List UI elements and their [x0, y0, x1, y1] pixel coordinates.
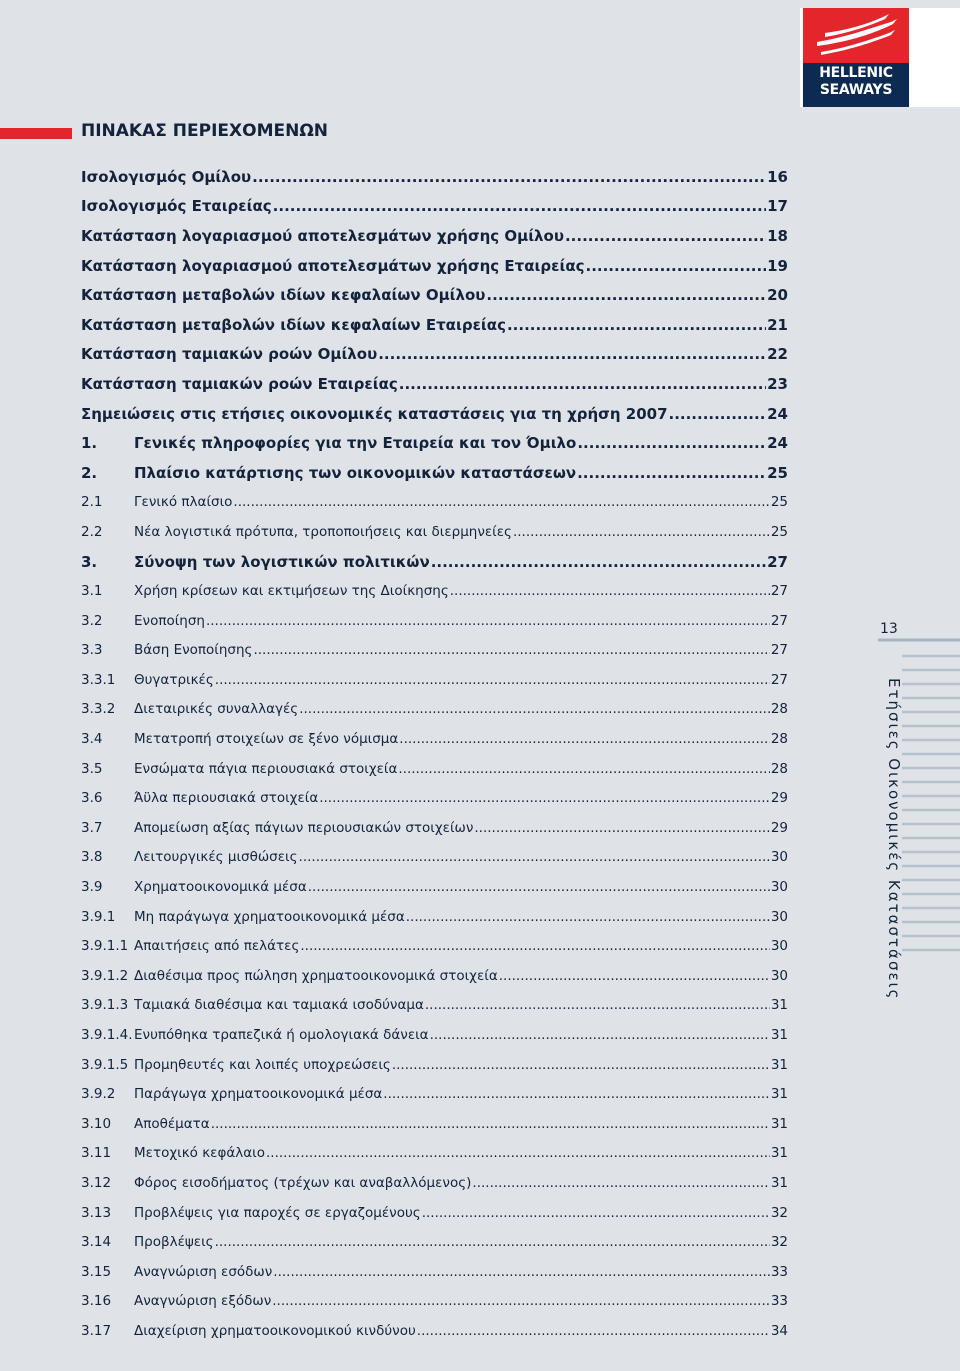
toc-entry-label: Ισολογισμός Εταιρείας	[81, 197, 272, 216]
toc-entry[interactable]	[81, 547, 788, 577]
toc-entry-label: Μετοχικό κεφάλαιο	[134, 1145, 265, 1162]
toc-entry-leader-dots	[299, 849, 770, 865]
toc-entry-page: 31	[770, 1027, 788, 1044]
toc-entry-page: 30	[770, 938, 788, 955]
toc-entry-page: 28	[770, 701, 788, 718]
toc-entry-page: 33	[770, 1293, 788, 1310]
toc-entry-page: 24	[767, 434, 788, 453]
toc-entry-leader-dots	[273, 197, 766, 215]
toc-entry-label: Πλαίσιο κατάρτισης των οικονομικών καταστάσεων	[134, 463, 577, 482]
toc-entry[interactable]	[81, 636, 788, 666]
toc-entry[interactable]	[81, 162, 788, 192]
toc-entry-leader-dots	[319, 790, 770, 806]
toc-entry[interactable]	[81, 1050, 788, 1080]
toc-entry-number: 3.7	[81, 819, 103, 836]
toc-entry-leader-dots	[398, 761, 769, 777]
toc-entry-label: Κατάσταση ταμιακών ροών Εταιρείας	[81, 374, 398, 393]
logo-box	[803, 8, 909, 107]
toc-entry-page: 31	[770, 997, 788, 1014]
toc-entry[interactable]	[81, 1257, 788, 1287]
toc-entry[interactable]	[81, 783, 788, 813]
toc-entry-number: 3.9.1	[81, 908, 116, 925]
toc-entry-number: 3.15	[81, 1263, 112, 1280]
toc-entry-page: 28	[770, 760, 788, 777]
toc-entry-number: 3.2	[81, 612, 103, 629]
toc-entry-label: Ισολογισμός Ομίλου	[81, 167, 252, 186]
toc-entry-page: 25	[767, 463, 788, 482]
toc-entry-number: 3.14	[81, 1234, 112, 1251]
toc-entry[interactable]	[81, 192, 788, 222]
toc-entry-label: Μετατροπή στοιχείων σε ξένο νόμισμα	[134, 731, 399, 748]
toc-entry-number: 3.17	[81, 1322, 112, 1339]
toc-entry[interactable]	[81, 280, 788, 310]
toc-entry-leader-dots	[233, 494, 769, 510]
toc-entry[interactable]	[81, 843, 788, 873]
toc-entry-number: 3.16	[81, 1293, 112, 1310]
toc-entry-page: 33	[770, 1263, 788, 1280]
toc-entry-page: 23	[767, 374, 788, 393]
toc-entry-leader-dots	[406, 909, 770, 925]
toc-entry[interactable]	[81, 1020, 788, 1050]
toc-entry-label: Απομείωση αξίας πάγιων περιουσιακών στοιχείων	[134, 819, 474, 836]
toc-entry[interactable]	[81, 991, 788, 1021]
toc-entry-page: 27	[770, 671, 788, 688]
toc-entry-leader-dots	[211, 1116, 770, 1132]
toc-entry-label: Απαιτήσεις από πελάτες	[134, 938, 300, 955]
toc-entry-number: 2.2	[81, 523, 103, 540]
toc-entry[interactable]	[81, 1316, 788, 1346]
toc-entry-page: 29	[770, 819, 788, 836]
toc-entry-leader-dots	[266, 1145, 770, 1161]
toc-entry-leader-dots	[253, 642, 769, 658]
logo-line-1: HELLENIC	[819, 65, 893, 81]
toc-entry-leader-dots	[215, 672, 770, 688]
toc-entry-page: 30	[770, 849, 788, 866]
toc-entry-leader-dots	[586, 257, 767, 275]
toc-entry-leader-dots	[474, 820, 769, 836]
toc-entry[interactable]	[81, 724, 788, 754]
toc-entry-page: 27	[767, 552, 788, 571]
toc-entry-label: Σημειώσεις στις ετήσιες οικονομικές καταστάσεις για τη χρήση 2007	[81, 404, 668, 423]
hellenic-seaways-logo	[800, 8, 960, 107]
toc-entry[interactable]	[81, 1109, 788, 1139]
toc-entry[interactable]	[81, 576, 788, 606]
toc-entry[interactable]	[81, 310, 788, 340]
toc-entry-page: 24	[767, 404, 788, 423]
toc-entry-number: 3.9.1.1	[81, 938, 129, 955]
toc-entry-number: 3.11	[81, 1145, 112, 1162]
toc-entry[interactable]	[81, 695, 788, 725]
toc-entry-number: 3.9.1.4.	[81, 1027, 133, 1044]
toc-entry-leader-dots	[383, 1086, 770, 1102]
toc-entry-number: 3.4	[81, 731, 103, 748]
toc-entry-label: Γενικό πλαίσιο	[134, 494, 233, 511]
toc-entry-number: 2.	[81, 463, 98, 482]
toc-entry-leader-dots	[507, 316, 766, 334]
toc-entry-label: Προβλέψεις	[134, 1234, 214, 1251]
toc-entry-label: Μη παράγωγα χρηματοοικονομικά μέσα	[134, 908, 405, 925]
toc-entry-label: Λειτουργικές μισθώσεις	[134, 849, 298, 866]
toc-entry-leader-dots	[308, 879, 770, 895]
toc-entry-page: 31	[770, 1174, 788, 1191]
toc-entry-label: Αναγνώριση εσόδων	[134, 1263, 273, 1280]
toc-entry-leader-dots	[299, 701, 770, 717]
toc-entry-leader-dots	[378, 345, 766, 363]
toc-entry-label: Χρήση κρίσεων και εκτιμήσεων της Διοίκησης	[134, 583, 449, 600]
logo-line-2: SEAWAYS	[819, 82, 893, 98]
page-number: 13	[880, 621, 898, 637]
toc-entry-leader-dots	[300, 938, 769, 954]
toc-entry-label: Παράγωγα χρηματοοικονομικά μέσα	[134, 1086, 383, 1103]
toc-entry[interactable]	[81, 458, 788, 488]
toc-entry-leader-dots	[486, 286, 766, 304]
toc-entry-label: Προμηθευτές και λοιπές υποχρεώσεις	[134, 1056, 391, 1073]
toc-entry-page: 27	[770, 642, 788, 659]
toc-entry-label: Αναγνώριση εξόδων	[134, 1293, 272, 1310]
toc-entry-label: Ενσώματα πάγια περιουσιακά στοιχεία	[134, 760, 398, 777]
toc-entry-label: Σύνοψη των λογιστικών πολιτικών	[134, 552, 430, 571]
toc-entry-label: Διαχείριση χρηματοοικονομικού κινδύνου	[134, 1322, 416, 1339]
toc-entry-label: Κατάσταση λογαριασμού αποτελεσμάτων χρήσης Εταιρείας	[81, 256, 585, 275]
toc-entry-label: Γενικές πληροφορίες για την Εταιρεία και τον Όμιλο	[134, 434, 577, 453]
toc-entry-page: 27	[770, 612, 788, 629]
toc-entry-number: 3.13	[81, 1204, 112, 1221]
toc-entry[interactable]	[81, 517, 788, 547]
toc-entry-page: 31	[770, 1056, 788, 1073]
toc-entry[interactable]	[81, 665, 788, 695]
toc-entry[interactable]	[81, 872, 788, 902]
toc-entry-label: Άϋλα περιουσιακά στοιχεία	[134, 790, 319, 807]
toc-entry-label: Βάση Ενοποίησης	[134, 642, 253, 659]
toc-entry-label: Προβλέψεις για παροχές σε εργαζομένους	[134, 1204, 421, 1221]
toc-entry[interactable]	[81, 1227, 788, 1257]
toc-entry[interactable]	[81, 1198, 788, 1228]
toc-entry-leader-dots	[215, 1234, 770, 1250]
toc-entry-number: 3.8	[81, 849, 103, 866]
toc-entry[interactable]	[81, 488, 788, 518]
toc-entry-page: 29	[770, 790, 788, 807]
toc-entry-leader-dots	[399, 375, 766, 393]
toc-entry[interactable]	[81, 369, 788, 399]
toc-entry-leader-dots	[430, 1027, 770, 1043]
toc-entry-leader-dots	[450, 583, 770, 599]
toc-entry-leader-dots	[577, 434, 766, 452]
toc-entry[interactable]	[81, 1168, 788, 1198]
toc-entry-leader-dots	[577, 464, 766, 482]
toc-entry[interactable]	[81, 340, 788, 370]
toc-entry[interactable]	[81, 754, 788, 784]
toc-entry-leader-dots	[431, 553, 766, 571]
toc-entry-page: 32	[770, 1234, 788, 1251]
toc-entry[interactable]	[81, 606, 788, 636]
toc-entry-label: Χρηματοοικονομικά μέσα	[134, 879, 307, 896]
toc-entry-leader-dots	[425, 997, 770, 1013]
toc-entry-leader-dots	[273, 1264, 770, 1280]
toc-entry-number: 3.	[81, 552, 98, 571]
toc-entry-label: Ταμιακά διαθέσιμα και ταμιακά ισοδύναμα	[134, 997, 424, 1014]
toc-entry-page: 30	[770, 908, 788, 925]
toc-entry[interactable]	[81, 221, 788, 251]
side-caption: Ετήσιες Οικονομικές Καταστάσεις	[885, 678, 903, 1001]
toc-entry[interactable]	[81, 813, 788, 843]
toc-entry-leader-dots	[565, 227, 766, 245]
toc-entry[interactable]	[81, 1287, 788, 1317]
toc-entry[interactable]	[81, 1079, 788, 1109]
toc-entry-leader-dots	[472, 1175, 769, 1191]
toc-entry-number: 3.1	[81, 583, 103, 600]
toc-entry-number: 3.9.1.5	[81, 1056, 129, 1073]
toc-entry-number: 1.	[81, 434, 98, 453]
toc-entry-number: 3.3.2	[81, 701, 116, 718]
toc-entry-page: 28	[770, 731, 788, 748]
toc-entry-number: 3.9.1.3	[81, 997, 129, 1014]
toc-entry-page: 32	[770, 1204, 788, 1221]
toc-entry-page: 25	[770, 523, 788, 540]
toc-entry-number: 3.9	[81, 879, 103, 896]
toc-entry-leader-dots	[422, 1205, 770, 1221]
toc-entry-label: Κατάσταση ταμιακών ροών Ομίλου	[81, 345, 378, 364]
toc-entry-label: Κατάσταση λογαριασμού αποτελεσμάτων χρήσης Ομίλου	[81, 226, 564, 245]
toc-entry[interactable]	[81, 399, 788, 429]
toc-entry-page: 21	[767, 315, 788, 334]
toc-entry-number: 3.6	[81, 790, 103, 807]
toc-entry-number: 2.1	[81, 494, 103, 511]
toc-entry-page: 25	[770, 494, 788, 511]
toc-entry-leader-dots	[392, 1057, 770, 1073]
toc-entry-page: 19	[767, 256, 788, 275]
toc-entry-label: Θυγατρικές	[134, 671, 214, 688]
toc-entry-page: 31	[770, 1086, 788, 1103]
toc-entry-label: Ενοποίηση	[134, 612, 205, 629]
logo-red-field	[803, 8, 909, 63]
toc-entry-page: 31	[770, 1145, 788, 1162]
toc-entry[interactable]	[81, 961, 788, 991]
toc-entry[interactable]	[81, 902, 788, 932]
toc-entry-label: Διεταιρικές συναλλαγές	[134, 701, 299, 718]
toc-entry-number: 3.9.2	[81, 1086, 116, 1103]
toc-entry-number: 3.3.1	[81, 671, 116, 688]
toc-entry[interactable]	[81, 1139, 788, 1169]
toc-entry-number: 3.10	[81, 1115, 112, 1132]
toc-entry-leader-dots	[252, 168, 766, 186]
toc-entry-number: 3.12	[81, 1174, 112, 1191]
toc-entry-page: 17	[767, 197, 788, 216]
toc-entry[interactable]	[81, 931, 788, 961]
toc-entry-page: 31	[770, 1115, 788, 1132]
toc-entry-page: 30	[770, 967, 788, 984]
toc-entry-leader-dots	[206, 613, 770, 629]
table-of-contents	[81, 162, 788, 1346]
toc-entry-label: Ενυπόθηκα τραπεζικά ή ομολογιακά δάνεια	[134, 1027, 429, 1044]
toc-entry-number: 3.3	[81, 642, 103, 659]
toc-entry-page: 27	[770, 583, 788, 600]
toc-entry[interactable]	[81, 251, 788, 281]
toc-entry-leader-dots	[417, 1323, 770, 1339]
toc-entry-page: 22	[767, 345, 788, 364]
toc-entry-page: 16	[767, 167, 788, 186]
toc-entry-number: 3.9.1.2	[81, 967, 129, 984]
toc-entry-label: Διαθέσιμα προς πώληση χρηματοοικονομικά στοιχεία	[134, 967, 498, 984]
toc-entry-leader-dots	[669, 405, 767, 423]
toc-entry-label: Νέα λογιστικά πρότυπα, τροποποιήσεις και διερμηνείες	[134, 523, 512, 540]
toc-entry-label: Αποθέματα	[134, 1115, 210, 1132]
toc-entry-leader-dots	[499, 968, 770, 984]
toc-entry-page: 34	[770, 1322, 788, 1339]
toc-entry[interactable]	[81, 428, 788, 458]
toc-entry-page: 20	[767, 286, 788, 305]
toc-entry-label: Κατάσταση μεταβολών ιδίων κεφαλαίων Εταιρείας	[81, 315, 506, 334]
toc-entry-leader-dots	[513, 524, 770, 540]
toc-entry-page: 30	[770, 879, 788, 896]
toc-entry-label: Φόρος εισοδήματος (τρέχων και αναβαλλόμενος)	[134, 1174, 472, 1191]
bird-emblem-icon	[803, 8, 909, 63]
toc-entry-leader-dots	[399, 731, 770, 747]
title-accent-bar	[0, 128, 72, 139]
toc-entry-page: 18	[767, 226, 788, 245]
toc-entry-number: 3.5	[81, 760, 103, 777]
page-title: ΠΙΝΑΚΑΣ ΠΕΡΙΕΧΟΜΕΝΩΝ	[81, 121, 329, 141]
toc-entry-label: Κατάσταση μεταβολών ιδίων κεφαλαίων Ομίλου	[81, 286, 486, 305]
toc-entry-leader-dots	[272, 1293, 770, 1309]
